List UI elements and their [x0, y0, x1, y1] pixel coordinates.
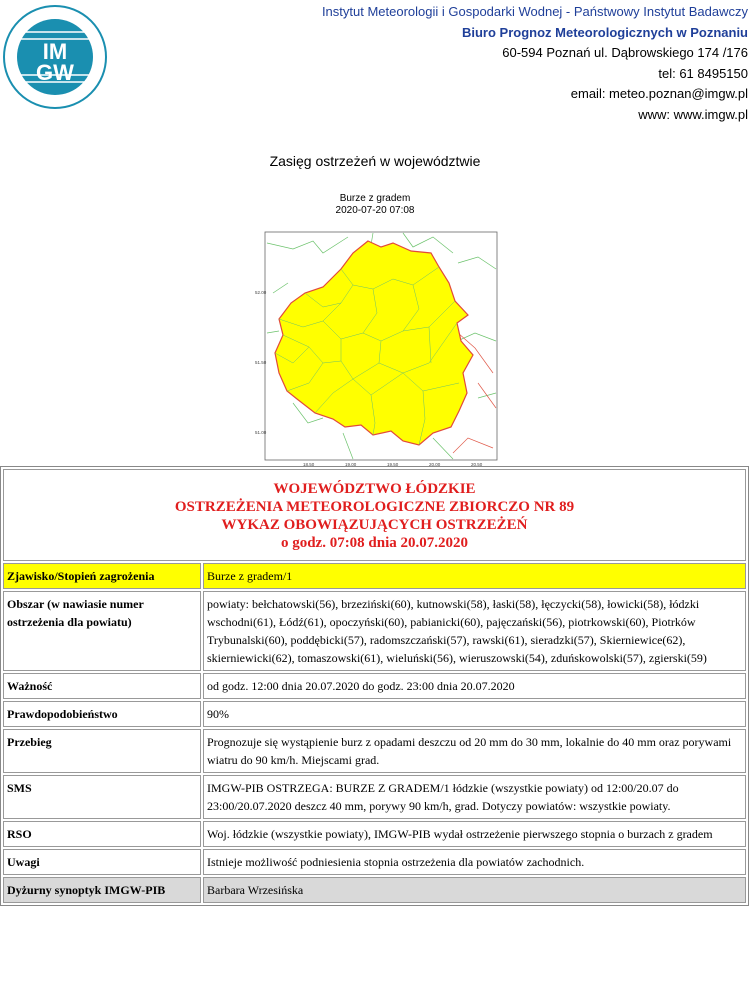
- map-phenomenon: Burze z gradem: [339, 193, 411, 204]
- x-tick-3: 19.50: [387, 462, 399, 467]
- title-region: WOJEWÓDZTWO ŁÓDZKIE: [273, 481, 476, 497]
- title-bulletin: OSTRZEŻENIA METEOROLOGICZNE ZBIORCZO NR 89: [174, 499, 575, 515]
- institute-name: Instytut Meteorologii i Gospodarki Wodnej - Państwowy Instytut Badawczy: [321, 4, 748, 19]
- label-forecaster: Dyżurny synoptyk IMGW-PIB: [3, 877, 201, 903]
- value-remarks: Istnieje możliwość podniesienia stopnia ostrzeżenia dla powiatów zachodnich.: [203, 849, 746, 875]
- label-remarks: Uwagi: [3, 849, 201, 875]
- value-sms: IMGW-PIB OSTRZEGA: BURZE Z GRADEM/1 łódzkie (wszystkie powiaty) od 12:00/20.07 do 23:00/20.07.2020 deszcz 40 mm, porywy 90 km/h, grad. Dotyczy powiatów: wszystkie powiaty.: [203, 775, 746, 819]
- value-area: powiaty: bełchatowski(56), brzeziński(60), kutnowski(58), łaski(58), łęczycki(58), łowicki(58), łódzki wschodni(61), Łódź(61), opoczyński(60), pabianicki(60), pajęczański(56), piotrkowski(60), Piotrków Trybunalski(60), poddębicki(57), radomszczański(57), rawski(61), sieradzki(57), Skierniewice(62), skierniewicki(62), tomaszowski(61), wieluński(56), wieruszowski(54), zduńskowolski(57), zgierski(59): [203, 591, 746, 671]
- email[interactable]: email: meteo.poznan@imgw.pl: [570, 86, 748, 101]
- x-tick-1: 18.50: [303, 462, 315, 467]
- label-probability: Prawdopodobieństwo: [3, 701, 201, 727]
- svg-text:IM: IM: [42, 39, 68, 64]
- y-tick-1: 52.00: [255, 290, 267, 295]
- y-tick-3: 51.00: [255, 430, 267, 435]
- value-phenomenon: Burze z gradem/1: [203, 563, 746, 589]
- imgw-logo: [2, 4, 108, 110]
- row-course: [3, 729, 746, 773]
- label-validity: Ważność: [3, 673, 201, 699]
- bureau-name: Biuro Prognoz Meteorologicznych w Poznaniu: [461, 24, 748, 40]
- row-area: [3, 591, 746, 671]
- row-probability: [3, 701, 746, 727]
- y-tick-2: 51.50: [255, 360, 267, 365]
- value-course: Prognozuje się wystąpienie burz z opadami deszczu od 20 mm do 30 mm, lokalnie do 40 mm oraz porywami wiatru do 90 km/h. Miejscami grad.: [203, 729, 746, 773]
- row-rso: [3, 821, 746, 847]
- row-sms: [3, 775, 746, 819]
- row-remarks: [3, 849, 746, 875]
- label-course: Przebieg: [3, 729, 201, 773]
- x-tick-4: 20.00: [429, 462, 441, 467]
- phone: tel: 61 8495150: [658, 65, 748, 81]
- warning-map: [253, 223, 499, 468]
- map-datetime: 2020-07-20 07:08: [335, 205, 415, 216]
- website[interactable]: www: www.imgw.pl: [638, 106, 748, 122]
- label-phenomenon: Zjawisko/Stopień zagrożenia: [3, 563, 201, 589]
- map-subtitle: [0, 193, 750, 217]
- title-list: WYKAZ OBOWIĄZUJĄCYCH OSTRZEŻEŃ: [221, 517, 528, 533]
- svg-text:GW: GW: [36, 60, 74, 85]
- row-validity: [3, 673, 746, 699]
- label-sms: SMS: [3, 775, 201, 819]
- value-forecaster: Barbara Wrzesińska: [203, 877, 746, 903]
- title-time: o godz. 07:08 dnia 20.07.2020: [280, 535, 469, 551]
- warning-table: [0, 466, 749, 906]
- value-rso: Woj. łódzkie (wszystkie powiaty), IMGW-PIB wydał ostrzeżenie pierwszego stopnia o burzach z gradem: [203, 821, 746, 847]
- x-tick-5: 20.50: [471, 462, 483, 467]
- value-validity: od godz. 12:00 dnia 20.07.2020 do godz. 23:00 dnia 20.07.2020: [203, 673, 746, 699]
- label-rso: RSO: [3, 821, 201, 847]
- label-area: Obszar (w nawiasie numer ostrzeżenia dla powiatu): [3, 591, 201, 671]
- value-probability: 90%: [203, 701, 746, 727]
- x-tick-2: 19.00: [345, 462, 357, 467]
- row-phenomenon: [3, 563, 746, 589]
- map-title: Zasięg ostrzeżeń w województwie: [269, 153, 481, 169]
- row-forecaster: [3, 877, 746, 903]
- contact-block: [322, 2, 748, 125]
- header: [0, 0, 750, 120]
- warning-title: [3, 469, 746, 561]
- address: 60-594 Poznań ul. Dąbrowskiego 174 /176: [502, 45, 748, 60]
